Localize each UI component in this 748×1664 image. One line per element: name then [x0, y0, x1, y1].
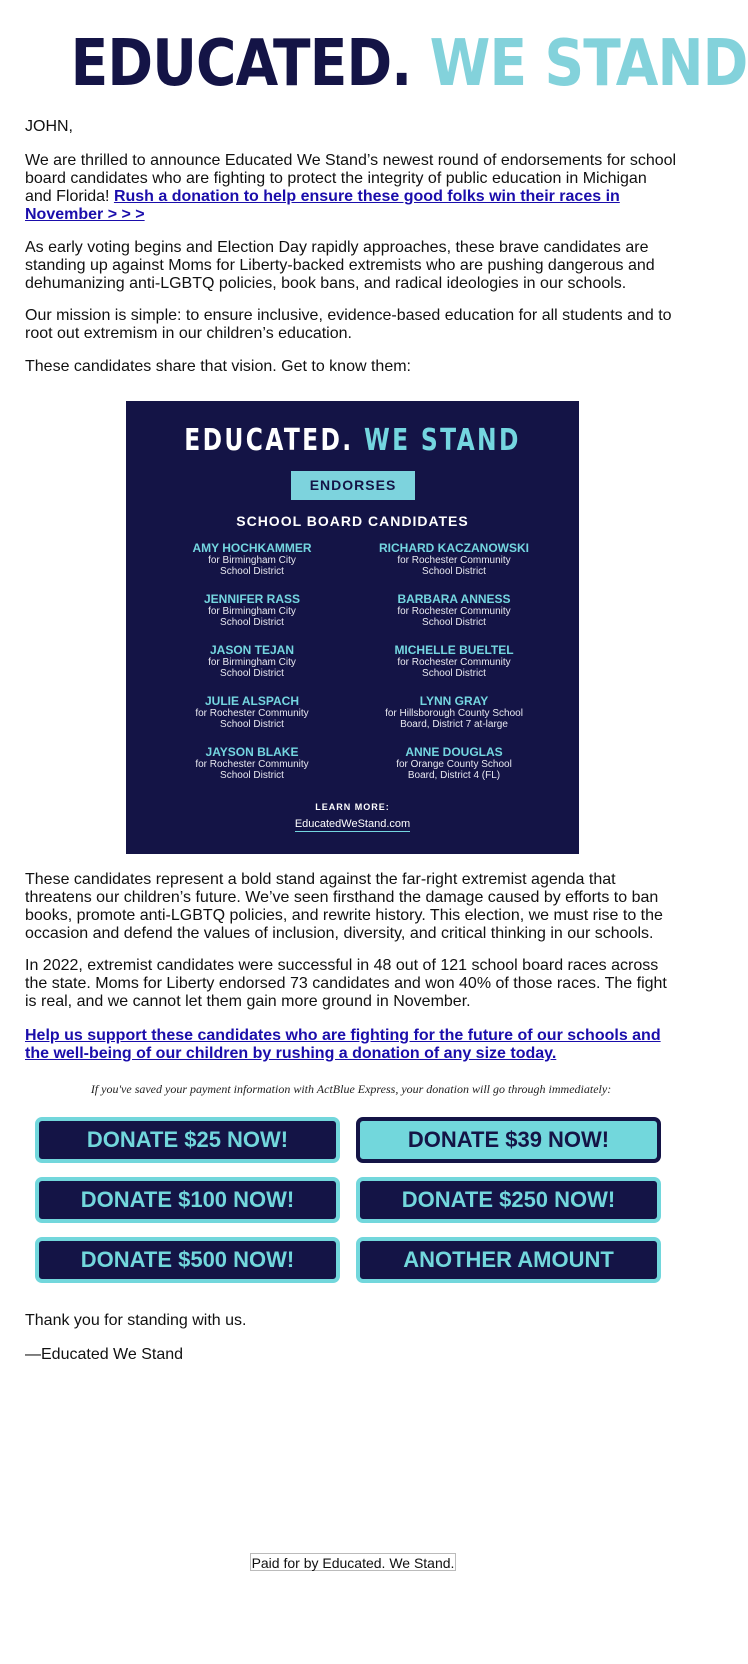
actblue-note: If you've saved your payment information with ActBlue Express, your donation will go through immediately: — [90, 1082, 612, 1096]
flyer-title-cyan: WE STAND — [363, 423, 521, 458]
candidate-card — [152, 541, 352, 577]
candidate-card — [354, 694, 554, 730]
candidate-district-line: Board, District 7 at-large — [400, 719, 508, 730]
candidate-card — [152, 694, 352, 730]
signature: —Educated We Stand — [25, 1346, 184, 1363]
candidate-name: JULIE ALSPACH — [204, 694, 299, 708]
donate-link-bottom[interactable]: Help us support these candidates who are fighting for the future of our schools and the well-being of our children by rushing a donation of any size today. — [25, 1027, 661, 1062]
candidate-card — [354, 643, 554, 679]
candidate-district-line: for Rochester Community — [397, 555, 511, 566]
candidate-card — [354, 745, 554, 781]
flyer-title-white: EDUCATED. — [184, 423, 354, 458]
vision-paragraph: These candidates share that vision. Get to know them: — [25, 358, 411, 375]
candidate-name: MICHELLE BUELTEL — [394, 643, 514, 657]
donate-100-button[interactable]: DONATE $100 NOW! — [35, 1177, 340, 1223]
candidate-district-line: School District — [220, 719, 284, 730]
intro-text: We are thrilled to announce Educated We Stand’s newest round of endorsements for school board candidates who are fighting to protect the integrity of public education in Michigan and Florida! — [25, 152, 677, 205]
stats-paragraph: In 2022, extremist candidates were successful in 48 out of 121 school board races across the state. Moms for Liberty endorsed 73 candidates and won 40% of those races. The fight is real, and we cannot let them gain more ground in November. — [25, 957, 667, 1010]
voting-paragraph: As early voting begins and Election Day rapidly approaches, these brave candidates are standing up against Moms for Liberty-backed extremists who are pushing dangerous and dehumanizing anti-LGBTQ policies, book bans, and radical ideologies in our schools. — [25, 239, 655, 292]
candidate-district-line: School District — [220, 617, 284, 628]
candidate-name: JAYSON BLAKE — [205, 745, 299, 759]
header-logo — [70, 24, 748, 104]
candidate-district-line: for Birmingham City — [208, 555, 296, 566]
candidate-card — [152, 592, 352, 628]
donate-500-button[interactable]: DONATE $500 NOW! — [35, 1237, 340, 1283]
candidate-district-line: Board, District 4 (FL) — [407, 770, 501, 781]
candidate-district-line: School District — [220, 770, 284, 781]
greeting: JOHN, — [25, 118, 73, 135]
candidate-name: ANNE DOUGLAS — [405, 745, 503, 759]
candidate-district-line: School District — [220, 566, 284, 577]
candidate-district-line: for Birmingham City — [208, 606, 296, 617]
candidate-name: AMY HOCHKAMMER — [192, 541, 312, 555]
flyer-title — [176, 423, 529, 458]
candidate-district-line: for Orange County School — [396, 759, 512, 770]
candidate-district-line: for Rochester Community — [195, 759, 309, 770]
candidate-district-line: School District — [422, 566, 486, 577]
candidate-district-line: for Rochester Community — [397, 657, 511, 668]
stand-paragraph: These candidates represent a bold stand against the far-right extremist agenda that threatens our children’s future. We’ve seen firsthand the damage caused by efforts to ban books, promote anti-LGBTQ policies, and rewrite history. This election, we must rise to the occasion and defend the values of inclusion, diversity, and critical thinking in our schools. — [25, 871, 663, 942]
endorsement-flyer — [126, 401, 579, 854]
intro-paragraph — [25, 152, 677, 224]
flyer-website — [126, 818, 579, 830]
flyer-learn-more: LEARN MORE: — [315, 802, 390, 812]
candidate-district-line: School District — [422, 668, 486, 679]
candidate-card — [152, 745, 352, 781]
support-paragraph — [25, 1027, 677, 1063]
donate-link-top[interactable]: Rush a donation to help ensure these good folks win their races in November > > > — [25, 188, 620, 223]
candidate-name: BARBARA ANNESS — [397, 592, 511, 606]
candidate-card — [354, 592, 554, 628]
logo-part-educated: EDUCATED. — [70, 27, 412, 101]
flyer-website-text: EducatedWeStand.com — [294, 818, 411, 830]
candidate-district-line: for Hillsborough County School — [385, 708, 523, 719]
candidate-district-line: School District — [220, 668, 284, 679]
candidate-card — [152, 643, 352, 679]
candidate-name: LYNN GRAY — [419, 694, 489, 708]
logo-part-we-stand: WE STAND — [429, 27, 748, 101]
thank-you-text: Thank you for standing with us. — [25, 1312, 247, 1329]
candidate-name: RICHARD KACZANOWSKI — [379, 541, 529, 555]
candidate-name: JENNIFER RASS — [203, 592, 301, 606]
donate-25-button[interactable]: DONATE $25 NOW! — [35, 1117, 340, 1163]
candidate-card — [354, 541, 554, 577]
donate-250-button[interactable]: DONATE $250 NOW! — [356, 1177, 661, 1223]
donate-39-button[interactable]: DONATE $39 NOW! — [356, 1117, 661, 1163]
candidate-name: JASON TEJAN — [209, 643, 295, 657]
flyer-subtitle: SCHOOL BOARD CANDIDATES — [236, 513, 469, 529]
endorses-badge: ENDORSES — [291, 471, 415, 500]
mission-paragraph: Our mission is simple: to ensure inclusive, evidence-based education for all students and to root out extremism in our children’s education. — [25, 307, 672, 342]
candidate-district-line: School District — [422, 617, 486, 628]
paid-for-disclaimer: Paid for by Educated. We Stand. — [251, 1555, 455, 1571]
candidate-district-line: for Rochester Community — [397, 606, 511, 617]
another-amount-button[interactable]: ANOTHER AMOUNT — [356, 1237, 661, 1283]
candidate-district-line: for Birmingham City — [208, 657, 296, 668]
candidate-district-line: for Rochester Community — [195, 708, 309, 719]
